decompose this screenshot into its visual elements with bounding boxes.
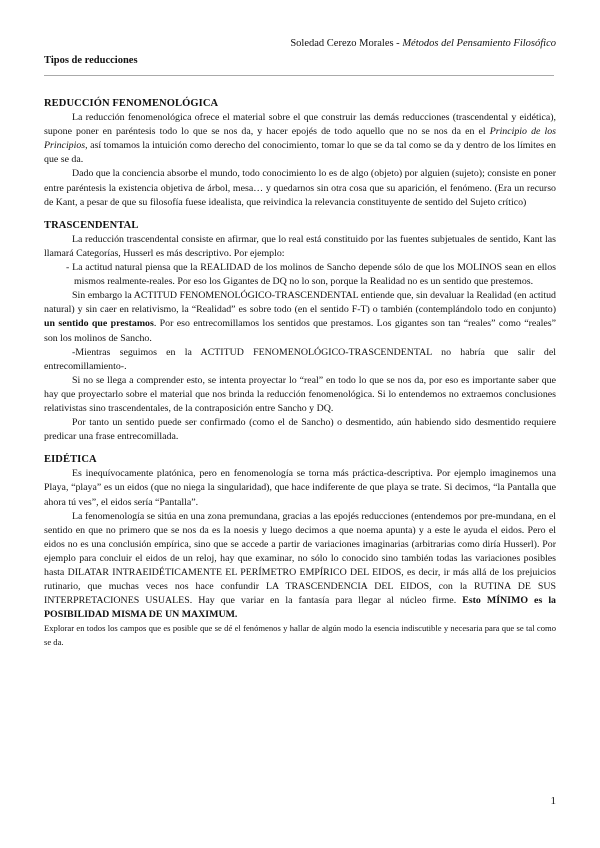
bullet-list: [44, 261, 556, 289]
text-run-bold: un sentido que prestamos: [44, 318, 154, 330]
paragraph: Dado que la conciencia absorbe el mundo, todo conocimiento lo es de algo (objeto) por alguien (sujeto); consiste en poner entre paréntesis la existencia objetiva de árbol, mesa… y quedarnos sin otra cosa que su aparición, el fenómeno. (Era un recurso de Kant, a pesar de que su filosofía fuese idealista, que reivindica la relevancia constituyente de sentido del Sujeto crítico): [44, 168, 556, 208]
paragraph: [44, 510, 556, 623]
paragraph: Si no se llega a comprender esto, se intenta proyectar lo “real” en todo lo que se nos da, por eso es importante saber que hay que proyectarlo sobre el material que nos brinda la reducción fenomenológica. Si lo entendemos no extraemos conclusiones relativistas sino trascendentales, de la contraposición entre Sancho y DQ.: [44, 374, 556, 414]
list-item: - La actitud natural piensa que la REALIDAD de los molinos de Sancho depende sólo de que los MOLINOS sean en ellos mismos realmente-reales. Por eso los Gigantes de DQ no lo son, porque la Realidad no es un sentido que prestemos.: [66, 262, 556, 288]
document-body: [44, 97, 556, 649]
header-author: Soledad Cerezo Morales -: [290, 38, 403, 49]
paragraph: La reducción trascendental consiste en afirmar, que lo real está constituido por las fuentes subjetuales de sentido, Kant las llamará Categorías, Husserl es más descriptivo. Por ejemplo:: [44, 233, 556, 259]
section-heading-reduccion: REDUCCIÓN FENOMENOLÓGICA: [44, 98, 219, 109]
paragraph-small: Explorar en todos los campos que es posible que se dé el fenómenos y hallar de algún modo la esencia indiscutible y necesaria para que se tal como se da.: [44, 623, 556, 647]
text-run: , así tomamos la intuición como derecho del conocimiento, tomar lo que se da tal como se da y dentro de los límites en que se da.: [44, 140, 556, 166]
text-run: Sin embargo la ACTITUD FENOMENOLÓGICO-TRASCENDENTAL entiende que, sin devaluar la Realidad (en actitud natural) y sin caer en relativismo, la “Realidad” es sobre todo (en el sentido F-T) o también (contemplándolo todo en conjunto): [44, 290, 556, 316]
text-run-italic: Principio de los Principios: [44, 126, 556, 152]
document-title: Tipos de reducciones: [44, 55, 138, 66]
paragraph: [44, 289, 556, 345]
running-header: [290, 38, 556, 49]
section-heading-trascendental: TRASCENDENTAL: [44, 219, 139, 231]
paragraph: -Mientras seguimos en la ACTITUD FENOMENOLÓGICO-TRASCENDENTAL no habría que salir del entrecomillamiento-.: [44, 346, 556, 372]
paragraph: Es inequívocamente platónica, pero en fenomenología se torna más práctica-descriptiva. Por ejemplo imaginemos una Playa, “playa” es un eidos (que no niega la singularidad), que hace indiferente de que playa se trate. Si decimos, “la Pantalla que ahora tú ves”, el eidos sería “Pantalla”.: [44, 468, 556, 508]
page-number: 1: [550, 795, 556, 807]
paragraph: [44, 111, 556, 167]
text-run-bold: Esto MÍNIMO es la POSIBILIDAD MISMA DE UN MAXIMUM.: [44, 595, 556, 621]
text-run: . Por eso entrecomillamos los sentidos que prestamos. Los gigantes son tan “reales” como “reales” son los molinos de Sancho.: [44, 318, 556, 344]
header-book-title: Métodos del Pensamiento Filosófico: [402, 38, 556, 49]
paragraph: Por tanto un sentido puede ser confirmado (como el de Sancho) o desmentido, aún habiendo sido desmentido requiere predicar una frase entrecomillada.: [44, 417, 556, 443]
text-run: La fenomenología se sitúa en una zona premundana, gracias a las epojés reducciones (entendemos por pre-mundana, en el sentido en que no primero que se nos da es la noesis y luego decimos a que noema apunta) y a este le ayuda el eidos. Pero el eidos no es una conclusión empírica, sino que se accede a partir de variaciones imaginarias (arbitrarias como diría Husserl). Por ejemplo para concluir el eidos de un reloj, hay que examinar, no sólo lo conocido sino también todas las variaciones posibles hasta DILATAR INTRAEIDÉTICAMENTE EL PERÍMETRO EMPÍRICO DEL EIDOS, es decir, ir más allá de los prejuicios rutinario, que muchas veces nos hace confundir LA TRASCENDENCIA DEL EIDOS, con la RUTINA DE SUS INTERPRETACIONES USUALES. Hay que variar en la fantasía para llegar al núcleo firme.: [44, 510, 556, 607]
header-rule: [44, 75, 554, 76]
section-heading-eidetica: EIDÉTICA: [44, 454, 97, 466]
text-run: La reducción fenomenológica ofrece el material sobre el que construir las demás reducciones (trascendental y eidética), supone poner en paréntesis todo lo que se nos da, y hacer epojés de todo aquello que no se nos da en el: [44, 112, 556, 138]
